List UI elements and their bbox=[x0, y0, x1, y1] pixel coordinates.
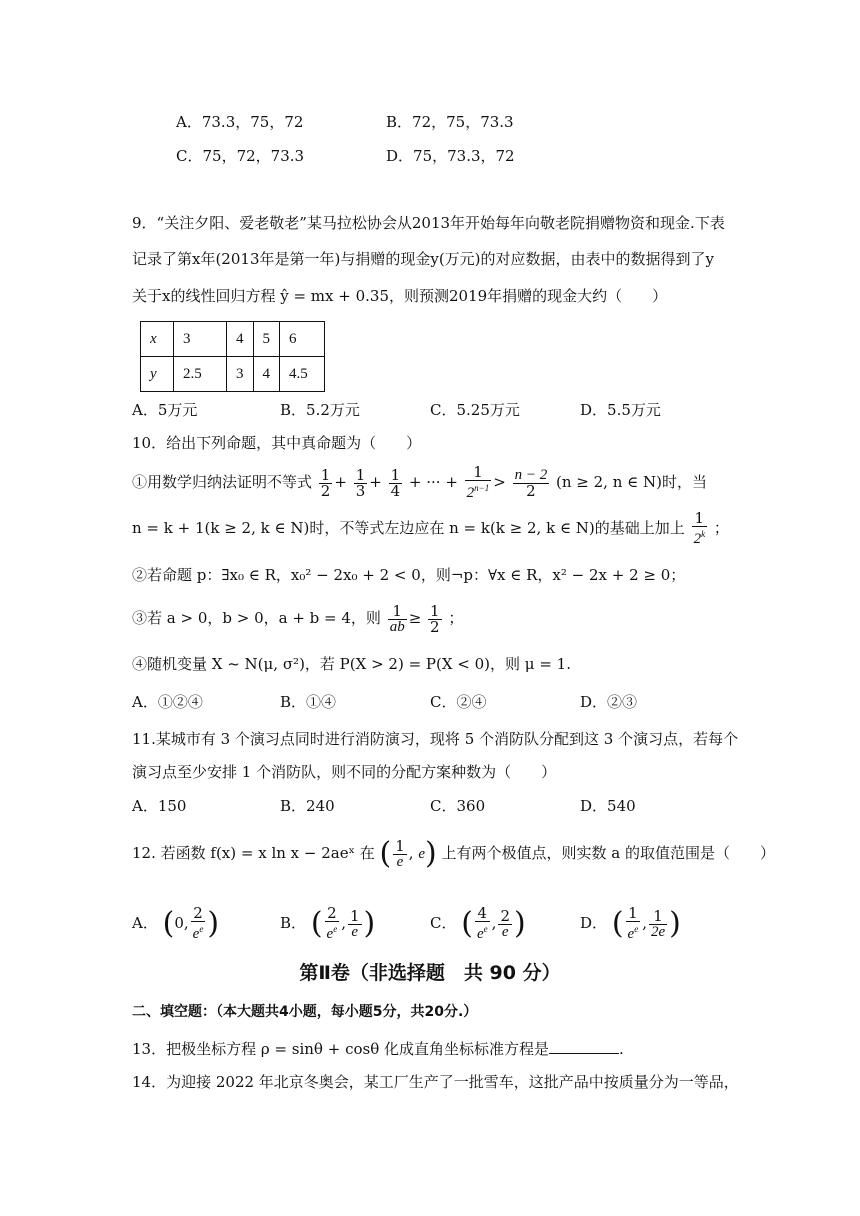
option-letter: D． bbox=[580, 914, 608, 932]
q9-option-c: C．5.25万元 bbox=[430, 401, 520, 419]
q10-s3-pre: ③若 a > 0，b > 0，a + b = 4，则 bbox=[132, 609, 381, 627]
option-letter: B． bbox=[280, 914, 307, 932]
fraction: $\frac{1}{2^k}$ bbox=[693, 509, 706, 547]
q10-stem: 10．给出下列命题，其中真命题为（ ） bbox=[132, 434, 422, 452]
table-cell: 3 bbox=[174, 322, 227, 357]
table-cell: 2.5 bbox=[174, 357, 227, 392]
q10-s1-line2: n = k + 1(k ≥ 2, k ∈ N)时，不等式左边应在 n = k(k ≥ 2, k ∈ N)的基础上加上 bbox=[132, 519, 685, 537]
table-cell: 4.5 bbox=[280, 357, 325, 392]
q12-stem-post: 上有两个极值点，则实数 a 的取值范围是（ ） bbox=[441, 844, 775, 862]
q11-option-c: C．360 bbox=[430, 797, 486, 815]
q10-statement-4: ④随机变量 X ~ N(μ, σ²)，若 P(X > 2) = P(X < 0)，则 μ = 1. bbox=[132, 655, 571, 673]
q10-s1-post: (n ≥ 2, n ∈ N)时，当 bbox=[556, 473, 707, 491]
q11-option-d: D．540 bbox=[580, 797, 636, 815]
q8-option-d: D．75，73.3，72 bbox=[386, 147, 515, 165]
q10-option-d: D．②③ bbox=[580, 693, 638, 711]
semicolon: ； bbox=[448, 609, 464, 627]
table-cell: 4 bbox=[253, 357, 280, 392]
q10-option-c: C．②④ bbox=[430, 693, 487, 711]
q11-stem-line1: 11.某城市有 3 个演习点同时进行消防演习，现将 5 个消防队分配到这 3 个演习点，若每个 bbox=[132, 730, 739, 748]
table-cell: 6 bbox=[280, 322, 325, 357]
q10-s1-pre: ①用数学归纳法证明不等式 bbox=[132, 473, 313, 491]
table-row bbox=[141, 322, 325, 357]
q13-stem-pre: 13．把极坐标方程 ρ = sinθ + cosθ 化成直角坐标标准方程是 bbox=[132, 1040, 549, 1058]
option-letter: C． bbox=[430, 914, 457, 932]
fraction: $\frac{4}{e^e}$ bbox=[476, 904, 488, 942]
period: . bbox=[619, 1040, 624, 1058]
q10-s1-mid: + ··· + bbox=[408, 473, 458, 491]
fraction: $\frac{1}{2e}$ bbox=[650, 906, 666, 940]
fraction: $\frac{2}{e^e}$ bbox=[192, 904, 204, 942]
fraction: $\frac{1}{e}$ bbox=[349, 906, 360, 940]
q11-option-b: B．240 bbox=[280, 797, 335, 815]
fraction: $\frac{1}{4}$ bbox=[390, 465, 401, 500]
fraction: $\frac{1}{2}$ bbox=[320, 465, 331, 500]
q9-stem-line3: 关于x的线性回归方程 ŷ = mx + 0.35，则预测2019年捐赠的现金大约（ ） bbox=[132, 287, 668, 305]
q11-option-a: A．150 bbox=[132, 797, 187, 815]
q9-option-a: A．5万元 bbox=[132, 401, 198, 419]
answer-blank[interactable] bbox=[549, 1039, 619, 1054]
semicolon: ； bbox=[713, 519, 729, 537]
fraction: $\frac{n - 2}{2}$ bbox=[514, 466, 548, 500]
q12-option-c: C． ( $\frac{4}{e^e}$ , $\frac{2}{e}$ ) bbox=[430, 904, 526, 942]
q8-option-b: B．72，75，73.3 bbox=[386, 113, 514, 131]
fill-in-heading: 二、填空题：（本大题共4小题，每小题5分，共20分.） bbox=[132, 1004, 478, 1020]
q12-stem: 12. 若函数 f(x) = x ln x − 2aeˣ 在 ( $\frac{1}{e}$ , e) 上有两个极值点，则实数 a 的取值范围是（ ） bbox=[132, 836, 775, 871]
fraction: $\frac{1}{ab}$ bbox=[389, 601, 405, 635]
q8-option-c: C．75，72，73.3 bbox=[176, 147, 305, 165]
q9-stem-line2: 记录了第x年(2013年是第一年)与捐赠的现金y(万元)的对应数据，由表中的数据得到了y bbox=[132, 250, 714, 268]
q10-option-b: B．①④ bbox=[280, 693, 337, 711]
fraction: $\frac{2}{e^e}$ bbox=[326, 904, 338, 942]
fraction: $\frac{2}{e}$ bbox=[500, 906, 510, 940]
q10-option-a: A．①②④ bbox=[132, 693, 203, 711]
table-cell: 4 bbox=[227, 322, 254, 357]
table-cell: 5 bbox=[253, 322, 280, 357]
q9-stem-line1: 9．“关注夕阳、爱老敬老”某马拉松协会从2013年开始每年向敬老院捐赠物资和现金.下表 bbox=[132, 214, 725, 232]
q8-option-a: A．73.3，75，72 bbox=[176, 113, 304, 131]
q13-stem bbox=[132, 1039, 624, 1059]
fraction: $\frac{1}{2}$ bbox=[430, 601, 440, 636]
q12-option-b: B． ( $\frac{2}{e^e}$ , $\frac{1}{e}$ ) bbox=[280, 904, 376, 942]
table-header-y: y bbox=[141, 357, 174, 392]
q9-option-b: B．5.2万元 bbox=[280, 401, 360, 419]
q10-statement-3: ③若 a > 0，b > 0，a + b = 4，则 $\frac{1}{ab}$ ≥ $\frac{1}{2}$ ； bbox=[132, 601, 464, 636]
q10-statement-1-cont bbox=[132, 508, 729, 548]
q10-statement-1: ①用数学归纳法证明不等式 $\frac{1}{2}$ + $\frac{1}{3}$ + $\frac{1}{4}$ + ··· + $\frac{1}{2^{n-1}}$ > $\frac{n - 2}{2}$ (n ≥ 2, n ∈ N)时，当 bbox=[132, 463, 707, 501]
q9-option-d: D．5.5万元 bbox=[580, 401, 661, 419]
fraction: $\frac{1}{3}$ bbox=[355, 465, 366, 500]
table-row bbox=[141, 357, 325, 392]
q9-data-table bbox=[140, 321, 325, 392]
option-letter: A． bbox=[132, 914, 158, 932]
q12-option-d: D． ( $\frac{1}{e^e}$ , $\frac{1}{2e}$ ) bbox=[580, 904, 681, 942]
q10-statement-2: ②若命题 p：∃x₀ ∈ R，x₀² − 2x₀ + 2 < 0，则¬p：∀x ∈ R，x² − 2x + 2 ≥ 0； bbox=[132, 566, 686, 584]
table-header-x: x bbox=[141, 322, 174, 357]
q14-stem-line1: 14．为迎接 2022 年北京冬奥会，某工厂生产了一批雪车，这批产品中按质量分为一等品， bbox=[132, 1073, 739, 1091]
table-cell: 3 bbox=[227, 357, 254, 392]
section-title: 第Ⅱ卷（非选择题 共 90 分） bbox=[299, 962, 561, 984]
fraction: $\frac{1}{2^{n-1}}$ bbox=[466, 463, 490, 501]
fraction: $\frac{1}{e}$ bbox=[395, 836, 405, 870]
fraction: $\frac{1}{e^e}$ bbox=[627, 904, 639, 942]
q11-stem-line2: 演习点至少安排 1 个消防队，则不同的分配方案种数为（ ） bbox=[132, 763, 557, 781]
q12-stem-pre: 12. 若函数 f(x) = x ln x − 2aeˣ 在 bbox=[132, 844, 375, 862]
q12-option-a: A． (0, $\frac{2}{e^e}$ ) bbox=[132, 904, 220, 942]
